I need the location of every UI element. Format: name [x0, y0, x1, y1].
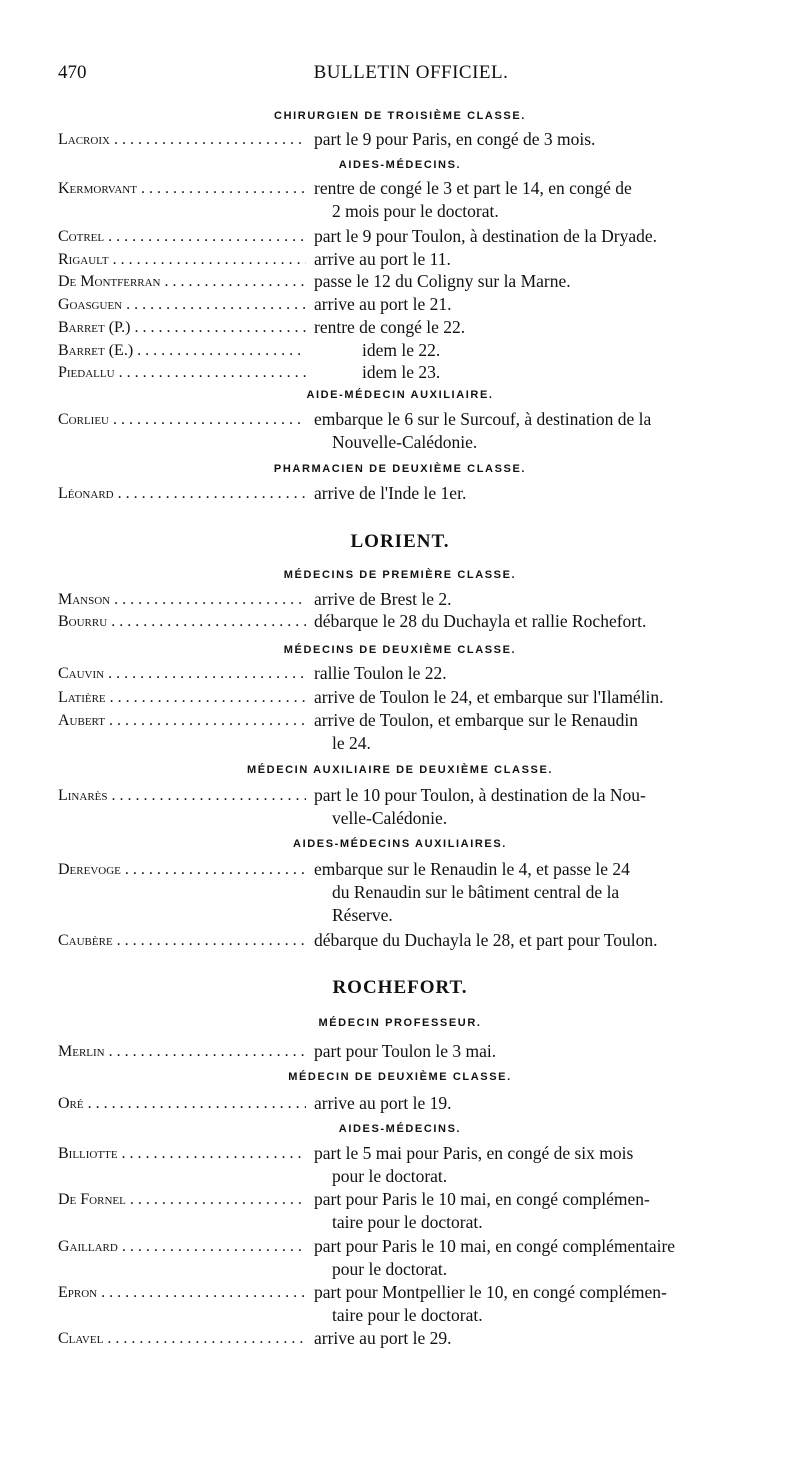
- entry-name: Merlin . . .: [58, 1040, 306, 1063]
- heading-medecin-professeur: MÉDECIN PROFESSEUR.: [318, 1017, 482, 1029]
- entry-name: Caubère . . .: [58, 929, 306, 952]
- entry-text: arrive au port le 29.: [314, 1328, 452, 1348]
- entry-name: Linarès . . .: [58, 784, 306, 807]
- entry-name: Goasguen . . .: [58, 293, 306, 316]
- entry-text: débarque du Duchayla le 28, et part pour Toulon.: [314, 930, 658, 950]
- entry-name: Lacroix . . .: [58, 128, 306, 151]
- entry-name: Léonard . . .: [58, 482, 306, 505]
- heading-medecins-2e-classe: MÉDECINS DE DEUXIÈME CLASSE.: [283, 644, 517, 656]
- section-title-lorient: LORIENT.: [350, 531, 450, 552]
- entry-name: Rigault . . .: [58, 248, 306, 271]
- entry-text: idem le 22.: [362, 340, 441, 360]
- entry-text: embarque le 6 sur le Surcouf, à destination de la Nouvelle-Calédonie.: [314, 409, 652, 452]
- entry-name: Bourru . . .: [58, 610, 306, 633]
- heading-medecin-2e-classe: MÉDECIN DE DEUXIÈME CLASSE.: [288, 1071, 512, 1083]
- entry-name: Corlieu . . .: [58, 408, 306, 431]
- heading-chirurgien-3e-classe: CHIRURGIEN DE TROISIÈME CLASSE.: [274, 110, 526, 122]
- entry-text: rentre de congé le 22.: [314, 317, 466, 337]
- entry-text: arrive de Brest le 2.: [314, 589, 452, 609]
- heading-medecin-auxiliaire-2e-classe: MÉDECIN AUXILIAIRE DE DEUXIÈME CLASSE.: [246, 764, 554, 776]
- entry-name: Clavel . . .: [58, 1327, 306, 1350]
- entry-name: Oré . . .: [58, 1092, 306, 1115]
- entry-text: part pour Paris le 10 mai, en congé complémentaire pour le doctorat.: [314, 1236, 676, 1279]
- heading-aides-medecins: AIDES-MÉDECINS.: [338, 159, 462, 171]
- entry-text: part pour Paris le 10 mai, en congé complémen- taire pour le doctorat.: [314, 1189, 650, 1232]
- heading-pharmacien-2e-classe: PHARMACIEN DE DEUXIÈME CLASSE.: [273, 463, 527, 475]
- entry-name: De Fornel . . .: [58, 1188, 306, 1211]
- entry-name: Derevoge . . .: [58, 858, 306, 881]
- entry-text: arrive de l'Inde le 1er.: [314, 483, 467, 503]
- entry-name: Barret (E.) . . .: [58, 339, 306, 362]
- entry-name: Manson . . .: [58, 588, 306, 611]
- entry-text: arrive au port le 19.: [314, 1093, 452, 1113]
- entry-text: part pour Montpellier le 10, en congé complémen- taire pour le doctorat.: [314, 1282, 667, 1325]
- entry-text: arrive de Toulon le 24, et embarque sur l'Ilamélin.: [314, 687, 664, 707]
- running-title: BULLETIN OFFICIEL.: [313, 62, 509, 83]
- entry-name: Cauvin . . .: [58, 662, 306, 685]
- entry-text: rallie Toulon le 22.: [314, 663, 447, 683]
- entry-text: part le 10 pour Toulon, à destination de la Nou- velle-Calédonie.: [314, 785, 646, 828]
- entry-name: Latière . . .: [58, 686, 306, 709]
- entry-text: arrive de Toulon, et embarque sur le Renaudin le 24.: [314, 710, 639, 753]
- heading-aides-medecins-rochefort: AIDES-MÉDECINS.: [338, 1123, 462, 1135]
- entry-name: Aubert . . .: [58, 709, 306, 732]
- entry-name: Barret (P.) . . .: [58, 316, 306, 339]
- entry-text: arrive au port le 11.: [314, 249, 451, 269]
- entry-text: arrive au port le 21.: [314, 294, 452, 314]
- entry-name: De Montferran . . .: [58, 270, 306, 293]
- entry-text: idem le 23.: [362, 362, 441, 382]
- entry-text: rentre de congé le 3 et part le 14, en congé de 2 mois pour le doctorat.: [314, 178, 632, 221]
- entry-name: Cotrel . . .: [58, 225, 306, 248]
- entry-text: part pour Toulon le 3 mai.: [314, 1041, 497, 1061]
- entry-name: Kermorvant . . .: [58, 177, 306, 200]
- heading-medecins-1re-classe: MÉDECINS DE PREMIÈRE CLASSE.: [283, 569, 517, 581]
- entry-name: Billiotte . . .: [58, 1142, 306, 1165]
- entry-name: Gaillard . . .: [58, 1235, 306, 1258]
- entry-name: Piedallu . . .: [58, 361, 306, 384]
- heading-aides-medecins-auxiliaires: AIDES-MÉDECINS AUXILIAIRES.: [293, 838, 507, 850]
- heading-aide-medecin-auxiliaire: AIDE-MÉDECIN AUXILIAIRE.: [306, 389, 494, 401]
- entry-text: part le 9 pour Toulon, à destination de la Dryade.: [314, 226, 658, 246]
- page-number: 470: [58, 62, 87, 83]
- entry-text: part le 9 pour Paris, en congé de 3 mois.: [314, 129, 596, 149]
- section-title-rochefort: ROCHEFORT.: [332, 977, 468, 998]
- entry-text: passe le 12 du Coligny sur la Marne.: [314, 271, 571, 291]
- entry-text: débarque le 28 du Duchayla et rallie Rochefort.: [314, 611, 647, 631]
- entry-name: Epron . . .: [58, 1281, 306, 1304]
- page-header: [58, 62, 764, 90]
- entry-text: part le 5 mai pour Paris, en congé de six mois pour le doctorat.: [314, 1143, 634, 1186]
- entry-text: embarque sur le Renaudin le 4, et passe le 24 du Renaudin sur le bâtiment central de la Réserve.: [314, 859, 630, 925]
